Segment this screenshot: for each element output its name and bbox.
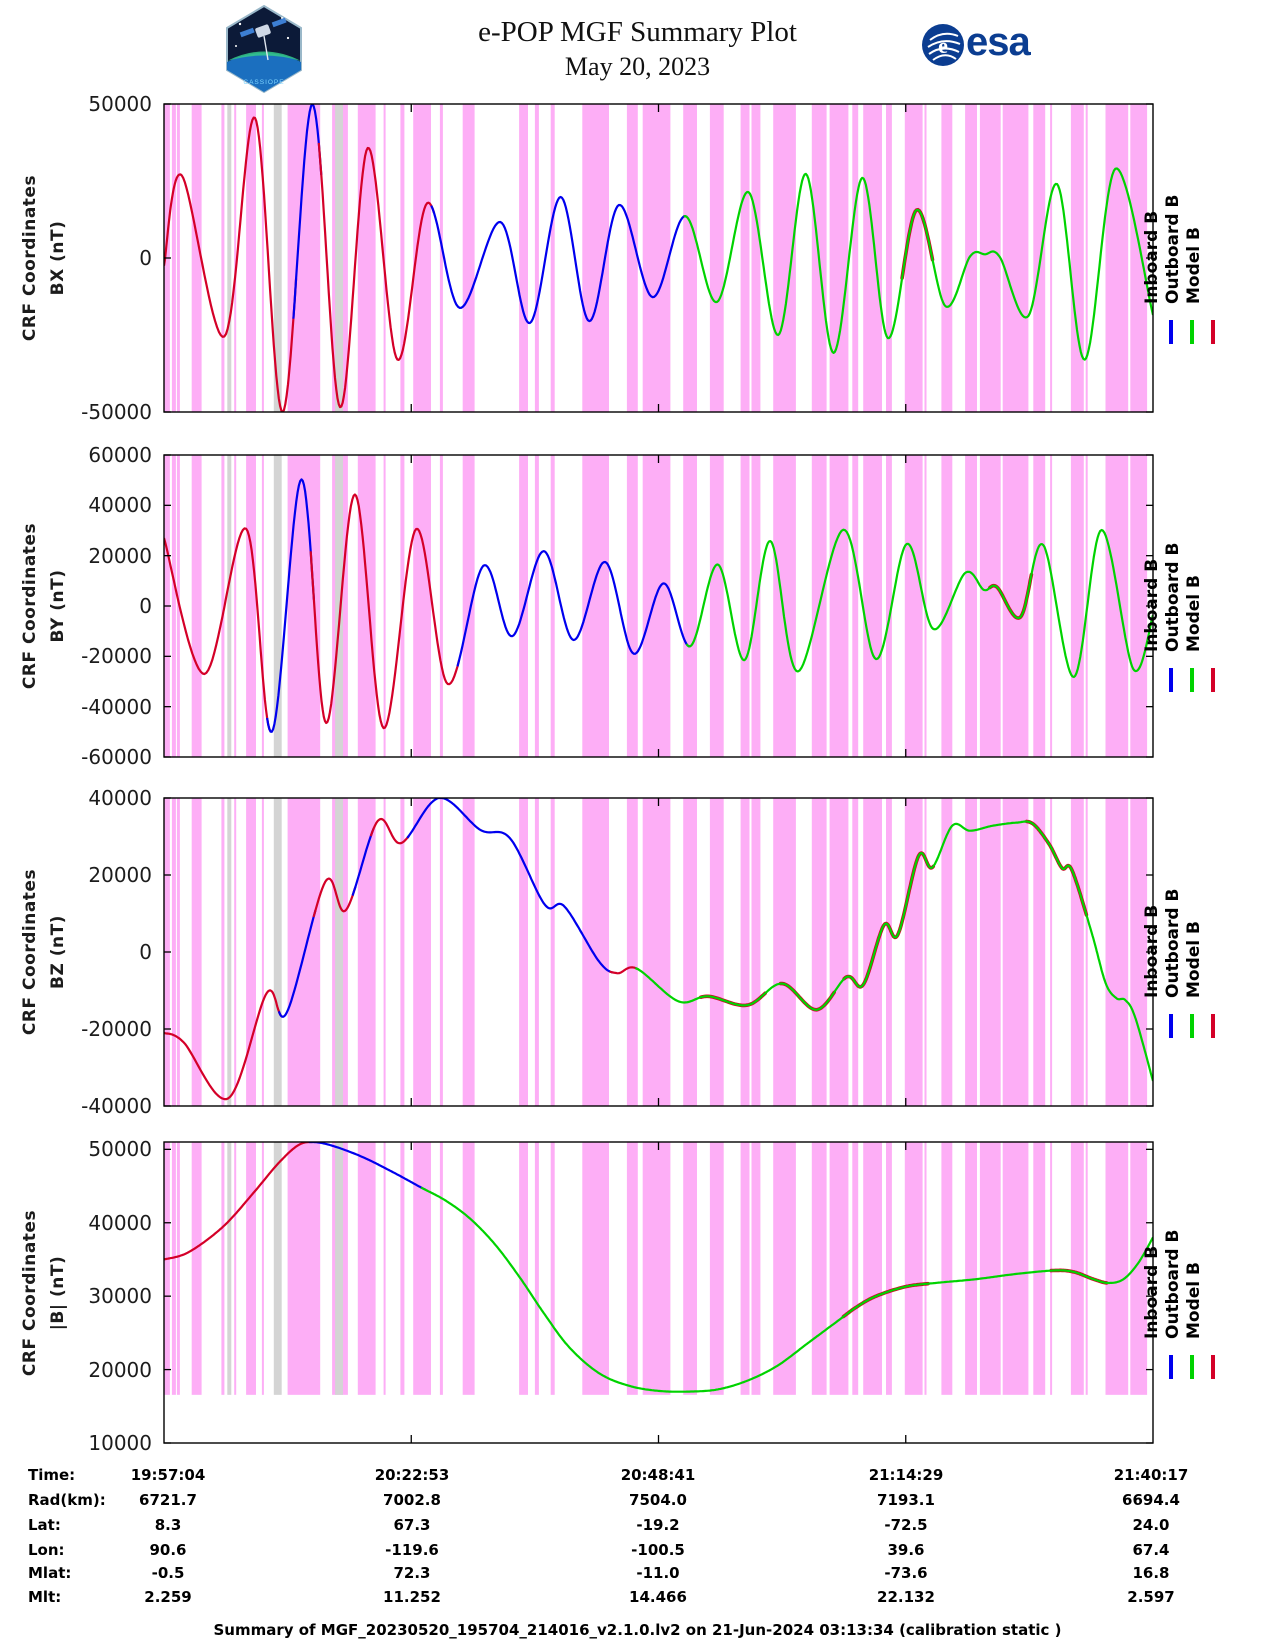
flag-band-gray	[227, 455, 231, 757]
flag-band-pink	[221, 1142, 224, 1395]
flag-band-pink	[1106, 798, 1129, 1106]
legend-tick-inboard	[1169, 668, 1173, 692]
flag-band-pink	[852, 1142, 858, 1395]
flag-band-pink	[519, 104, 528, 412]
flag-band-pink	[886, 798, 892, 1106]
legend-tick-inboard	[1169, 1355, 1173, 1379]
flag-band-pink	[852, 455, 858, 757]
flag-band-pink	[627, 798, 638, 1106]
flag-band-pink	[519, 1142, 528, 1395]
footer-row-label: Lat:	[28, 1516, 61, 1534]
flag-band-pink	[627, 455, 638, 757]
flag-band-pink	[288, 104, 321, 412]
footer-cell: -19.2	[636, 1516, 680, 1534]
legend-label-inboard: Inboard B	[1142, 904, 1162, 998]
panel-bmag	[164, 1142, 1153, 1443]
flag-band-pink	[1033, 104, 1045, 412]
ytick-label-by: 60000	[88, 443, 152, 467]
flag-band-pink	[172, 455, 176, 757]
footer-cell: -100.5	[631, 1541, 685, 1559]
ylabel-bmag: |B| (nT)	[48, 1255, 68, 1330]
flag-band-pink	[463, 798, 475, 1106]
flag-band-pink	[643, 798, 671, 1106]
flag-band-pink	[551, 1142, 555, 1395]
footer-cell: 6721.7	[139, 1491, 197, 1509]
ylabel-bz: BZ (nT)	[48, 915, 68, 989]
flag-band-gray	[274, 455, 282, 757]
flag-band-pink	[413, 798, 431, 1106]
flag-band-pink	[221, 104, 224, 412]
ytick-label-bmag: 30000	[88, 1284, 152, 1309]
footer-cell: -11.0	[636, 1564, 680, 1582]
footer-cell: 20:48:41	[620, 1466, 696, 1484]
footer-cell: 24.0	[1132, 1516, 1170, 1534]
footer-cell: 16.8	[1132, 1564, 1170, 1582]
flag-band-pink	[1106, 1142, 1129, 1395]
footer-cell: 7193.1	[877, 1491, 935, 1509]
flag-band-pink	[643, 455, 671, 757]
panel-bx	[164, 104, 1153, 412]
flag-band-pink	[627, 1142, 638, 1395]
flag-band-pink	[413, 1142, 431, 1395]
footer-cell: 14.466	[629, 1588, 687, 1606]
flag-band-pink	[925, 798, 927, 1106]
ylabel-by: BY (nT)	[48, 569, 68, 643]
flag-band-pink	[234, 1142, 236, 1395]
flag-band-pink	[192, 798, 202, 1106]
flag-band-pink	[965, 798, 977, 1106]
ytick-label-by: -40000	[81, 694, 152, 719]
footer-row-label: Lon:	[28, 1541, 65, 1559]
flag-band-pink	[852, 798, 858, 1106]
footer-cell: 20:22:53	[374, 1466, 450, 1484]
legend-tick-model	[1211, 1014, 1215, 1038]
flag-band-pink	[683, 104, 697, 412]
flag-band-pink	[1071, 1142, 1084, 1395]
flag-band-pink	[812, 798, 827, 1106]
flag-band-pink	[886, 1142, 892, 1395]
legend-tick-outboard	[1190, 1014, 1194, 1038]
flag-band-pink	[440, 1142, 443, 1395]
ylabel-coordinates: CRF Coordinates	[20, 174, 40, 342]
flag-band-pink	[830, 1142, 849, 1395]
legend-tick-model	[1211, 668, 1215, 692]
patch-earth	[227, 53, 301, 92]
flag-band-pink	[358, 798, 376, 1106]
flag-band-pink	[172, 1142, 176, 1395]
ytick-label-bz: -20000	[81, 1017, 152, 1041]
star-dot	[239, 23, 241, 25]
flag-band-gray	[227, 104, 231, 412]
flag-band-pink	[582, 1142, 609, 1395]
flag-band-pink	[852, 104, 858, 412]
flag-band-gray	[335, 1142, 343, 1395]
flag-band-pink	[925, 1142, 927, 1395]
flag-band-pink	[812, 1142, 827, 1395]
flag-band-pink	[1033, 798, 1045, 1106]
flag-band-pink	[683, 798, 697, 1106]
flag-band-pink	[234, 104, 236, 412]
ytick-label-bz: 40000	[88, 786, 152, 810]
footer-cell: 6694.4	[1122, 1491, 1180, 1509]
ytick-label-bmag: 10000	[88, 1431, 152, 1455]
legend-label-model: Model B	[1184, 921, 1204, 998]
flag-band-pink	[400, 1142, 404, 1395]
footer-cell: 21:40:17	[1113, 1466, 1189, 1484]
flag-band-pink	[627, 104, 638, 412]
star-dot	[235, 45, 237, 47]
flag-band-pink	[262, 798, 264, 1106]
flag-band-pink	[1050, 1142, 1052, 1395]
flag-band-pink	[773, 455, 796, 757]
flag-band-pink	[1050, 455, 1052, 757]
flag-band-pink	[863, 798, 882, 1106]
panel-by	[164, 455, 1153, 757]
flag-band-pink	[1086, 1142, 1088, 1395]
flag-band-pink	[905, 798, 923, 1106]
flag-band-pink	[1071, 104, 1084, 412]
ylabel-coordinates: CRF Coordinates	[20, 522, 40, 690]
flag-band-pink	[535, 104, 539, 412]
footer-cell: -72.5	[884, 1516, 928, 1534]
flag-band-pink	[463, 1142, 475, 1395]
flag-band-pink	[1003, 798, 1029, 1106]
flag-band-pink	[358, 455, 376, 757]
footer-cell: 2.597	[1127, 1588, 1175, 1606]
flag-band-pink	[384, 1142, 386, 1395]
flag-band-pink	[172, 798, 176, 1106]
summary-caption: Summary of MGF_20230520_195704_214016_v2.1.0.lv2 on 21-Jun-2024 03:13:34 (calibration static )	[213, 1621, 1062, 1639]
flag-band-pink	[164, 1142, 170, 1395]
flag-band-pink	[384, 798, 386, 1106]
flag-band-pink	[1033, 1142, 1045, 1395]
flag-band-pink	[773, 798, 796, 1106]
ytick-label-bx: 0	[139, 246, 152, 270]
ytick-label-bmag: 40000	[88, 1210, 152, 1235]
flag-band-pink	[234, 455, 236, 757]
flag-band-pink	[905, 1142, 923, 1395]
cassiope-mission-patch	[222, 4, 306, 94]
legend-label-model: Model B	[1184, 1261, 1204, 1339]
flag-band-gray	[227, 798, 231, 1106]
flag-band-gray	[335, 798, 343, 1106]
legend-label-outboard: Outboard B	[1163, 888, 1183, 998]
flag-band-pink	[551, 798, 555, 1106]
flag-band-pink	[773, 1142, 796, 1395]
flag-band-pink	[1071, 798, 1084, 1106]
footer-cell: 72.3	[393, 1564, 431, 1582]
footer-cell: 2.259	[144, 1588, 192, 1606]
legend-label-inboard: Inboard B	[1142, 558, 1162, 652]
flag-band-pink	[830, 104, 849, 412]
flag-band-pink	[582, 455, 609, 757]
legend-tick-outboard	[1190, 320, 1194, 344]
page-date: May 20, 2023	[564, 52, 711, 81]
legend-label-outboard: Outboard B	[1163, 194, 1183, 304]
flag-band-pink	[752, 798, 761, 1106]
flag-band-pink	[830, 455, 849, 757]
flag-band-pink	[582, 798, 609, 1106]
flag-band-gray	[274, 1142, 282, 1395]
footer-cell: 67.4	[1132, 1541, 1170, 1559]
ylabel-coordinates: CRF Coordinates	[20, 868, 40, 1036]
flag-band-pink	[683, 1142, 697, 1395]
flag-band-pink	[965, 455, 977, 757]
flag-band-pink	[221, 798, 224, 1106]
esa-globe-e: e	[938, 33, 948, 58]
footer-cell: -0.5	[151, 1564, 185, 1582]
flag-band-pink	[246, 798, 256, 1106]
flag-band-pink	[551, 104, 555, 412]
flag-band-pink	[413, 455, 431, 757]
legend-label-outboard: Outboard B	[1163, 1229, 1183, 1339]
flag-band-gray	[335, 104, 343, 412]
flag-band-pink	[830, 798, 849, 1106]
flag-band-pink	[980, 1142, 1001, 1395]
flag-band-pink	[941, 1142, 952, 1395]
footer-cell: -119.6	[385, 1541, 439, 1559]
flag-band-pink	[925, 104, 927, 412]
ytick-label-by: 0	[139, 594, 152, 618]
flag-band-pink	[1086, 798, 1088, 1106]
flag-band-pink	[752, 104, 761, 412]
legend-label-inboard: Inboard B	[1142, 210, 1162, 304]
flag-band-pink	[741, 455, 750, 757]
flag-band-pink	[177, 1142, 180, 1395]
flag-band-pink	[246, 455, 256, 757]
flag-band-pink	[535, 455, 539, 757]
footer-row-label: Time:	[28, 1466, 76, 1484]
ytick-label-bmag: 50000	[88, 1137, 152, 1162]
legend-tick-outboard	[1190, 1355, 1194, 1379]
flag-band-pink	[440, 455, 443, 757]
ylabel-bx: BX (nT)	[48, 220, 68, 296]
ylabel-coordinates: CRF Coordinates	[20, 1209, 40, 1376]
flag-band-pink	[177, 798, 180, 1106]
legend-tick-outboard	[1190, 668, 1194, 692]
flag-band-pink	[192, 1142, 202, 1395]
flag-band-pink	[965, 104, 977, 412]
flag-band-pink	[463, 104, 475, 412]
flag-band-pink	[710, 455, 724, 757]
flag-band-pink	[172, 104, 176, 412]
footer-cell: -73.6	[884, 1564, 928, 1582]
flag-band-pink	[400, 104, 404, 412]
footer-cell: 7504.0	[629, 1491, 687, 1509]
flag-band-pink	[905, 104, 923, 412]
flag-band-pink	[710, 798, 724, 1106]
flag-band-pink	[288, 1142, 321, 1395]
ytick-label-bx: 50000	[88, 92, 152, 116]
flag-band-pink	[710, 1142, 724, 1395]
flag-band-pink	[863, 455, 882, 757]
flag-band-pink	[886, 104, 892, 412]
ytick-label-bz: 20000	[88, 863, 152, 887]
esa-wordmark: esa	[966, 20, 1030, 64]
flag-band-pink	[234, 798, 236, 1106]
flag-band-pink	[519, 798, 528, 1106]
patch-label: CASSIOPE	[243, 79, 285, 86]
flag-band-pink	[863, 104, 882, 412]
ytick-label-by: -20000	[81, 644, 152, 669]
footer-row-label: Rad(km):	[28, 1491, 106, 1509]
flag-band-pink	[440, 798, 443, 1106]
footer-cell: 11.252	[383, 1588, 441, 1606]
flag-band-pink	[710, 104, 724, 412]
star-dot	[287, 37, 289, 39]
flag-band-pink	[1003, 104, 1029, 412]
footer-cell: 21:14:29	[868, 1466, 944, 1484]
footer-cell: 7002.8	[383, 1491, 441, 1509]
flag-band-pink	[941, 104, 952, 412]
footer-cell: 67.3	[393, 1516, 431, 1534]
flag-band-pink	[741, 798, 750, 1106]
esa-globe-icon	[920, 22, 966, 68]
flag-band-pink	[752, 1142, 761, 1395]
legend-label-outboard: Outboard B	[1163, 542, 1183, 652]
ytick-label-bz: -40000	[81, 1094, 152, 1118]
flag-band-pink	[741, 104, 750, 412]
ytick-label-by: -60000	[81, 745, 152, 769]
legend-label-model: Model B	[1184, 227, 1204, 304]
flag-band-pink	[262, 455, 264, 757]
flag-band-pink	[643, 1142, 671, 1395]
flag-band-pink	[980, 104, 1001, 412]
footer-cell: 90.6	[149, 1541, 187, 1559]
flag-band-pink	[177, 104, 180, 412]
flag-band-pink	[980, 455, 1001, 757]
flag-band-pink	[965, 1142, 977, 1395]
flag-band-gray	[335, 455, 343, 757]
flag-band-pink	[1050, 104, 1052, 412]
ytick-label-bx: -50000	[81, 400, 152, 424]
flag-band-pink	[1071, 455, 1084, 757]
legend-tick-model	[1211, 1355, 1215, 1379]
footer-row-label: Mlat:	[28, 1564, 72, 1582]
footer-cell: 22.132	[877, 1588, 935, 1606]
flag-band-pink	[980, 798, 1001, 1106]
flag-band-pink	[192, 455, 202, 757]
flag-band-pink	[463, 455, 475, 757]
flag-band-pink	[1086, 104, 1088, 412]
ytick-label-bz: 0	[139, 940, 152, 964]
legend-tick-model	[1211, 320, 1215, 344]
ytick-label-by: 20000	[88, 543, 152, 568]
flag-band-gray	[274, 798, 282, 1106]
flag-band-pink	[246, 1142, 256, 1395]
flag-band-pink	[358, 1142, 376, 1395]
flag-band-pink	[535, 798, 539, 1106]
legend-tick-inboard	[1169, 1014, 1173, 1038]
ytick-label-by: 40000	[88, 493, 152, 518]
flag-band-pink	[384, 455, 386, 757]
legend-label-inboard: Inboard B	[1142, 1245, 1162, 1339]
flag-band-pink	[1003, 1142, 1029, 1395]
flag-band-pink	[683, 455, 697, 757]
flag-band-pink	[551, 455, 555, 757]
flag-band-pink	[535, 1142, 539, 1395]
flag-band-pink	[741, 1142, 750, 1395]
flag-band-pink	[262, 104, 264, 412]
footer-cell: 39.6	[887, 1541, 925, 1559]
flag-band-pink	[643, 104, 671, 412]
flag-band-pink	[1033, 455, 1045, 757]
flag-band-pink	[1106, 455, 1129, 757]
flag-band-pink	[1106, 104, 1129, 412]
legend-label-model: Model B	[1184, 575, 1204, 652]
flag-band-pink	[863, 1142, 882, 1395]
flag-band-gray	[227, 1142, 231, 1395]
panel-bz	[164, 798, 1153, 1106]
footer-row-label: Mlt:	[28, 1588, 62, 1606]
footer-cell: 8.3	[154, 1516, 182, 1534]
series-inboard	[407, 798, 612, 973]
flag-band-pink	[440, 104, 443, 412]
legend-tick-inboard	[1169, 320, 1173, 344]
ytick-label-bmag: 20000	[88, 1357, 152, 1382]
footer-cell: 19:57:04	[130, 1466, 206, 1484]
flag-band-pink	[905, 455, 923, 757]
page-title: e-POP MGF Summary Plot	[478, 16, 797, 48]
